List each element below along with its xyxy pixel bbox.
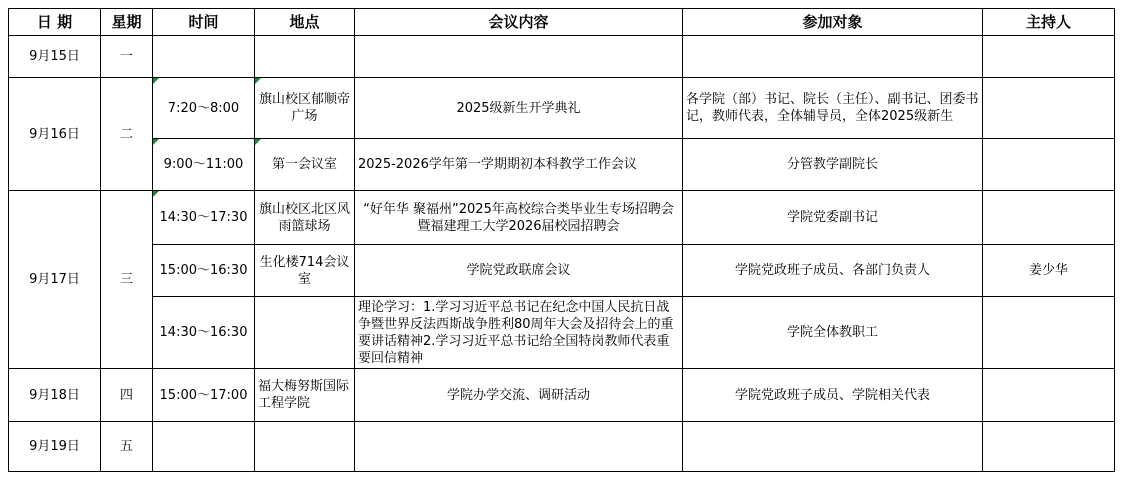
host-cell [983,139,1115,191]
content-cell: 2025-2026学年第一学期期初本科教学工作会议 [355,139,683,191]
host-cell [983,78,1115,139]
header-date: 日 期 [9,9,101,36]
time-cell: 15:00～16:30 [153,245,255,297]
table-row [9,36,1115,78]
place-cell [255,422,355,472]
table-row [9,245,1115,297]
date-cell: 9月17日 [9,191,101,369]
header-row [9,9,1115,36]
content-cell [355,422,683,472]
place-cell [255,297,355,369]
place-cell: 第一会议室 [255,139,355,191]
place-cell [255,36,355,78]
date-cell: 9月19日 [9,422,101,472]
table-row [9,369,1115,422]
header-content: 会议内容 [355,9,683,36]
attendees-cell [683,36,983,78]
time-cell [153,422,255,472]
table-row [9,297,1115,369]
place-cell: 生化楼714会议室 [255,245,355,297]
time-cell: 7:20～8:00 [153,78,255,139]
table-row [9,191,1115,245]
header-attendees: 参加对象 [683,9,983,36]
weekday-cell: 四 [101,369,153,422]
content-cell [355,36,683,78]
table-row [9,139,1115,191]
table-row [9,422,1115,472]
attendees-cell: 分管教学副院长 [683,139,983,191]
place-cell: 旗山校区北区风雨篮球场 [255,191,355,245]
attendees-cell [683,422,983,472]
header-host: 主持人 [983,9,1115,36]
meeting-schedule-table [8,8,1115,472]
weekday-cell: 一 [101,36,153,78]
host-cell [983,422,1115,472]
content-cell: 学院党政联席会议 [355,245,683,297]
weekday-cell: 三 [101,191,153,369]
time-cell: 14:30～17:30 [153,191,255,245]
table-row [9,78,1115,139]
attendees-cell: 学院党委副书记 [683,191,983,245]
attendees-cell: 各学院（部）书记、院长（主任）、副书记、团委书记，教师代表，全体辅导员，全体2025级新生 [683,78,983,139]
time-cell: 9:00～11:00 [153,139,255,191]
date-cell: 9月16日 [9,78,101,191]
attendees-cell: 学院党政班子成员、学院相关代表 [683,369,983,422]
host-cell [983,369,1115,422]
time-cell [153,36,255,78]
attendees-cell: 学院全体教职工 [683,297,983,369]
weekday-cell: 五 [101,422,153,472]
header-weekday: 星期 [101,9,153,36]
header-place: 地点 [255,9,355,36]
host-cell: 姜少华 [983,245,1115,297]
place-cell: 福大梅努斯国际工程学院 [255,369,355,422]
content-cell: 理论学习：1.学习习近平总书记在纪念中国人民抗日战争暨世界反法西斯战争胜利80周年大会及招待会上的重要讲话精神2.学习习近平总书记给全国特岗教师代表重要回信精神 [355,297,683,369]
content-cell: “好年华 聚福州”2025年高校综合类毕业生专场招聘会暨福建理工大学2026届校园招聘会 [355,191,683,245]
date-cell: 9月18日 [9,369,101,422]
host-cell [983,36,1115,78]
attendees-cell: 学院党政班子成员、各部门负责人 [683,245,983,297]
header-time: 时间 [153,9,255,36]
host-cell [983,191,1115,245]
place-cell: 旗山校区郁顺帝广场 [255,78,355,139]
weekday-cell: 二 [101,78,153,191]
content-cell: 学院办学交流、调研活动 [355,369,683,422]
date-cell: 9月15日 [9,36,101,78]
time-cell: 14:30～16:30 [153,297,255,369]
host-cell [983,297,1115,369]
content-cell: 2025级新生开学典礼 [355,78,683,139]
time-cell: 15:00～17:00 [153,369,255,422]
